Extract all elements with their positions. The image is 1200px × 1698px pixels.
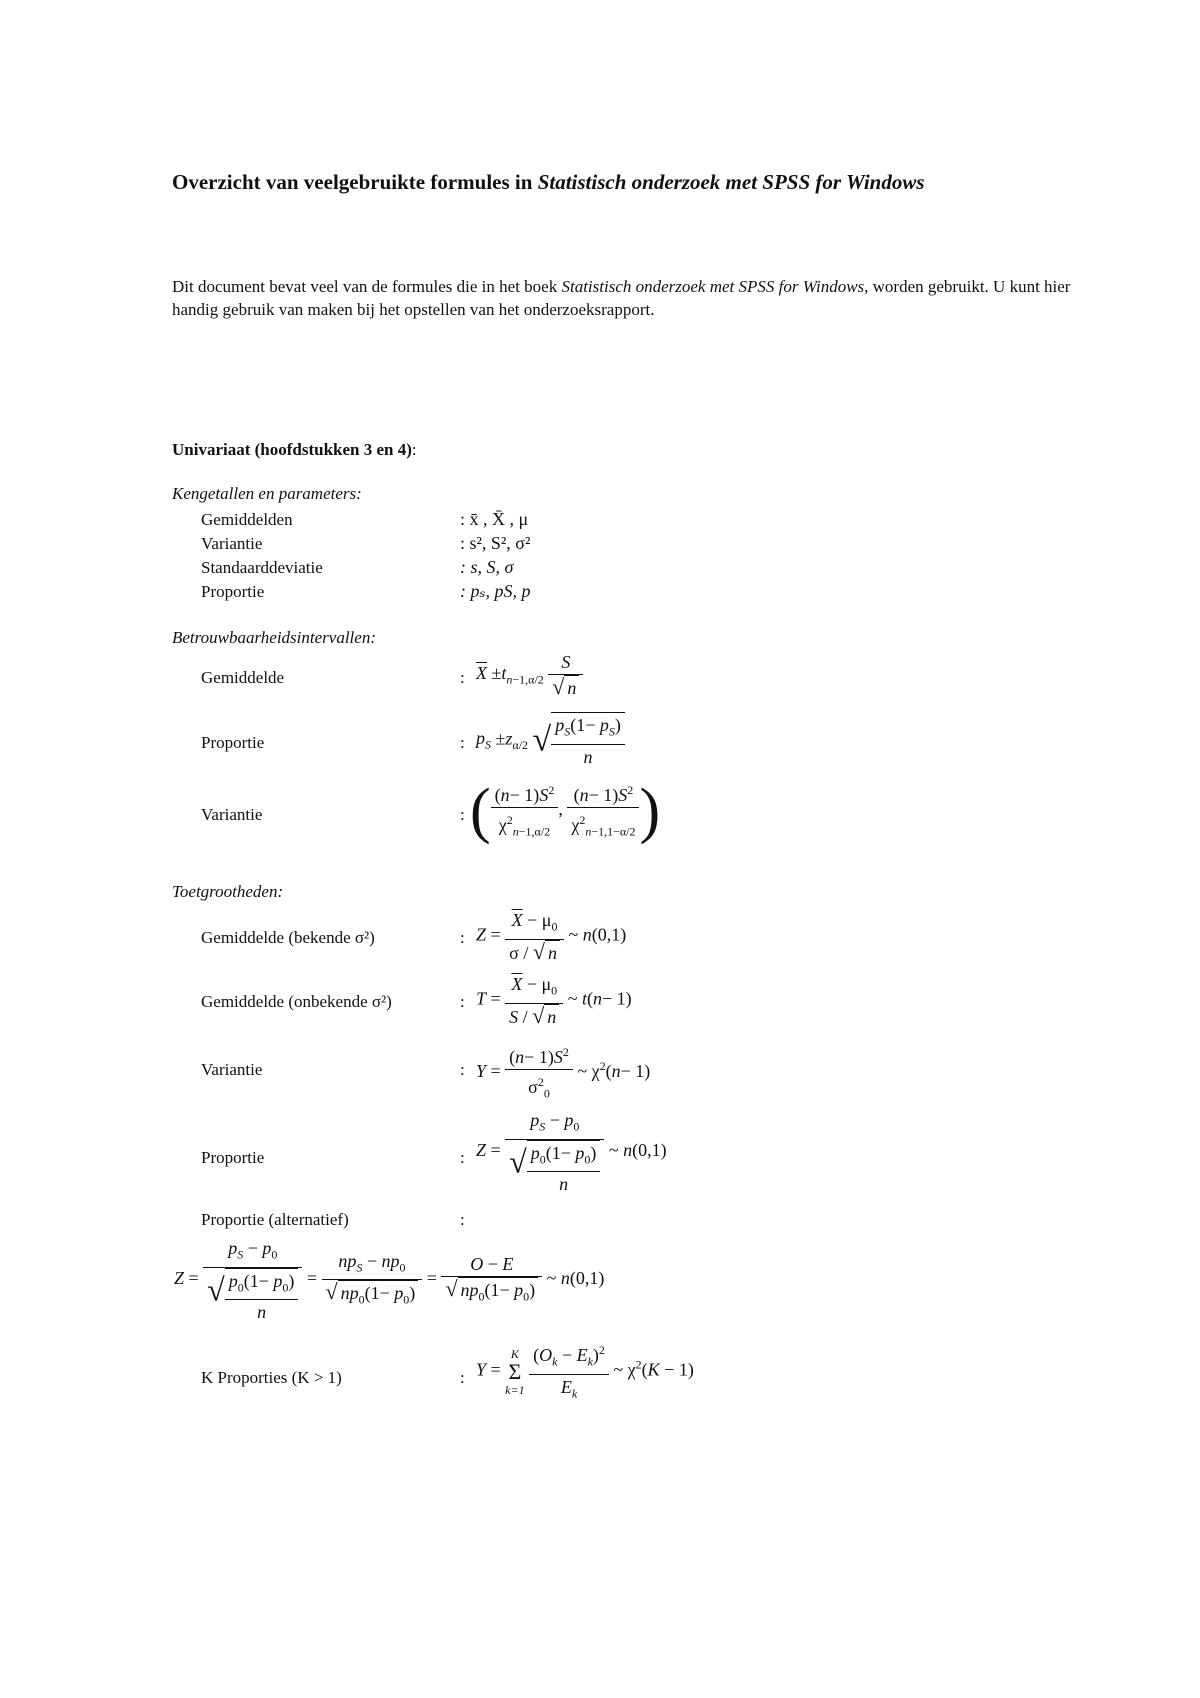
formula-k-proporties: Y = K Σ k=1 $\frac{(O_k - E_k)^2}{E_k}$ ~ $\chi^2(K - 1)$ bbox=[476, 1338, 694, 1405]
formula-ci-variantie: ( $\frac{(n- 1)S^2}{\chi^2_{n-1,\alpha/2}}$ , $\frac{(n- 1)S^2}{\chi^2_{n-1,1-\alpha/2}}$ ) bbox=[470, 776, 661, 845]
formula-toets-proportie-alt: Z = $p_S - p_0$ √ $\frac{p_0(1- p_0)}{n}$ = $\frac{np_S - np_0}{√ np_0(1- p_0)}$ = $\frac{O - E}{√ np_0(1- p_0)}$ ~ n(0,1) bbox=[174, 1238, 605, 1323]
intervallen-title: Betrouwbaarheidsintervallen: bbox=[172, 628, 376, 647]
formula-toets-onbekend: T = $\frac{\overline{X} - \mu_0}{S / √ n}$ ~ t(n− 1) bbox=[476, 974, 632, 1028]
colon: : bbox=[460, 992, 465, 1011]
section-heading: Univariaat (hoofdstukken 3 en 4): bbox=[172, 440, 417, 459]
colon: : bbox=[460, 1148, 465, 1167]
page-title: Overzicht van veelgebruikte formules in Statistisch onderzoek met SPSS for Windows bbox=[172, 170, 925, 194]
formula-variantie: : s², S², σ² bbox=[460, 533, 531, 553]
formula-ci-proportie: $p_S \pm z_{\alpha/2}$ √ $\frac{p_S(1- p_S)}{n}$ bbox=[476, 712, 625, 769]
label-toets-proportie: Proportie bbox=[201, 1148, 265, 1167]
label-ci-proportie: Proportie bbox=[201, 733, 265, 752]
formula-proportie: : pₛ, pS, p bbox=[460, 581, 531, 601]
toets-title: Toetgrootheden: bbox=[172, 882, 284, 901]
label-toets-proportie-alt: Proportie (alternatief) bbox=[201, 1210, 349, 1229]
formula-toets-bekend: Z = $\frac{\overline{X} - \mu_0}{\sigma / √ n}$ ~ n(0,1) bbox=[476, 910, 627, 964]
colon: : bbox=[460, 1210, 465, 1229]
colon: : bbox=[460, 1368, 465, 1387]
formula-ci-gemiddelde: $\overline{X} \pm t_{n-1,\alpha/2}$ $\frac{S}{√ n}$ bbox=[476, 650, 583, 700]
label-toets-bekend: Gemiddelde (bekende σ²) bbox=[201, 928, 375, 947]
colon: : bbox=[460, 928, 465, 947]
kengetallen-title: Kengetallen en parameters: bbox=[172, 484, 362, 503]
label-variantie: Variantie bbox=[201, 534, 263, 553]
label-k-proporties: K Proporties (K > 1) bbox=[201, 1368, 342, 1387]
formula-toets-proportie: Z = $p_S - p_0$ √ $\frac{p_0(1- p_0)}{n}$ ~ n(0,1) bbox=[476, 1110, 667, 1195]
formula-standaarddeviatie: : s, S, σ bbox=[460, 557, 514, 577]
label-toets-onbekend: Gemiddelde (onbekende σ²) bbox=[201, 992, 392, 1011]
label-proportie: Proportie bbox=[201, 582, 265, 601]
colon: : bbox=[460, 805, 465, 824]
formula-gemiddelden: : x̄ , X̄ , μ bbox=[460, 509, 529, 529]
colon: : bbox=[460, 668, 465, 687]
label-standaarddeviatie: Standaarddeviatie bbox=[201, 558, 323, 577]
formula-toets-variantie: Y = $\frac{(n- 1)S^2}{\sigma^2_0}$ ~ $\chi^2(n- 1)$ bbox=[476, 1040, 650, 1106]
intro-paragraph: Dit document bevat veel van de formules die in het boek Statistisch onderzoek met SPSS for Windows, worden gebruikt. U kunt hier handig gebruik van maken bij het opstellen van het onderzoeksrapport. bbox=[172, 277, 1071, 319]
label-ci-variantie: Variantie bbox=[201, 805, 263, 824]
colon: : bbox=[460, 1060, 465, 1079]
colon: : bbox=[460, 733, 465, 752]
label-gemiddelden: Gemiddelden bbox=[201, 510, 293, 529]
label-ci-gemiddelde: Gemiddelde bbox=[201, 668, 285, 687]
label-toets-variantie: Variantie bbox=[201, 1060, 263, 1079]
